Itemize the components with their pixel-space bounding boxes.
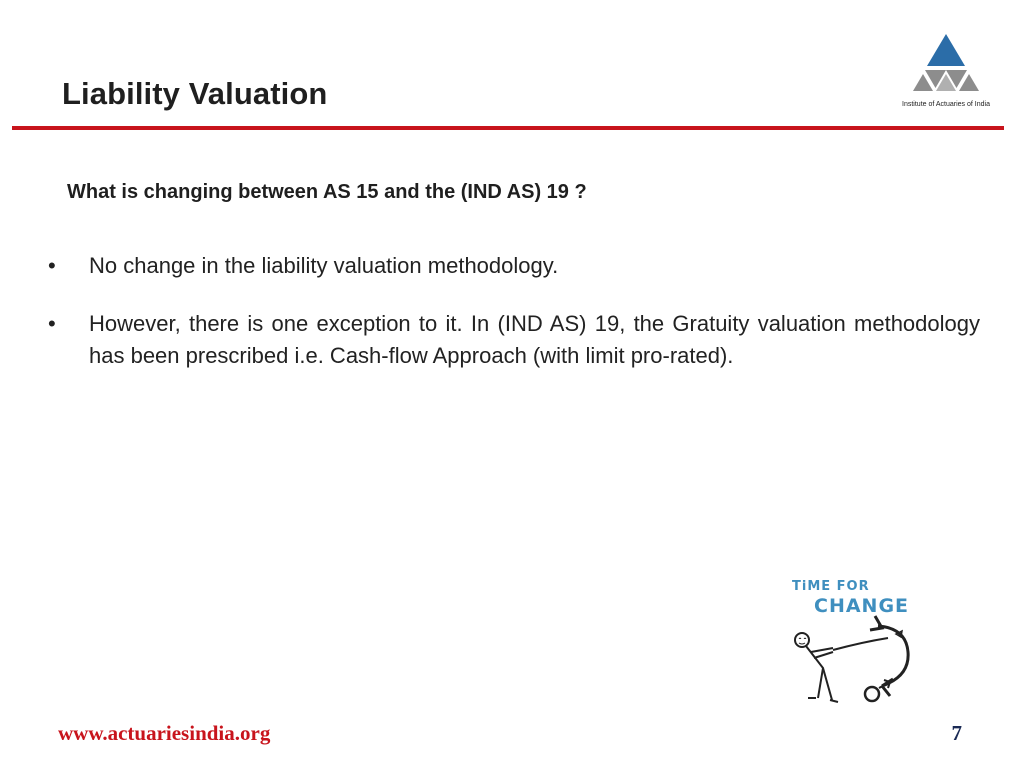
bullet-text: No change in the liability valuation methodology. bbox=[89, 253, 559, 278]
logo-caption: Institute of Actuaries of India bbox=[902, 101, 990, 108]
bullet-item bbox=[48, 250, 980, 282]
bullet-text: However, there is one exception to it. In (IND AS) 19, the Gratuity valuation methodology has been prescribed i.e. Cash-flow Approach (with limit pro-rated). bbox=[89, 311, 980, 368]
bullet-list bbox=[48, 250, 980, 372]
footer-website-link[interactable]: www.actuariesindia.org bbox=[58, 721, 271, 745]
slide-subtitle: What is changing between AS 15 and the (IND AS) 19 ? bbox=[67, 181, 587, 203]
slide-title: Liability Valuation bbox=[62, 76, 328, 111]
time-for-label: TiME FOR bbox=[792, 579, 870, 594]
bullet-marker: • bbox=[48, 253, 56, 278]
time-for-change-label bbox=[792, 580, 909, 616]
bullet-marker: • bbox=[48, 311, 56, 336]
page-number: 7 bbox=[951, 721, 962, 745]
bullet-item bbox=[48, 308, 980, 372]
change-label: CHANGE bbox=[814, 595, 910, 617]
title-divider bbox=[12, 126, 1004, 130]
